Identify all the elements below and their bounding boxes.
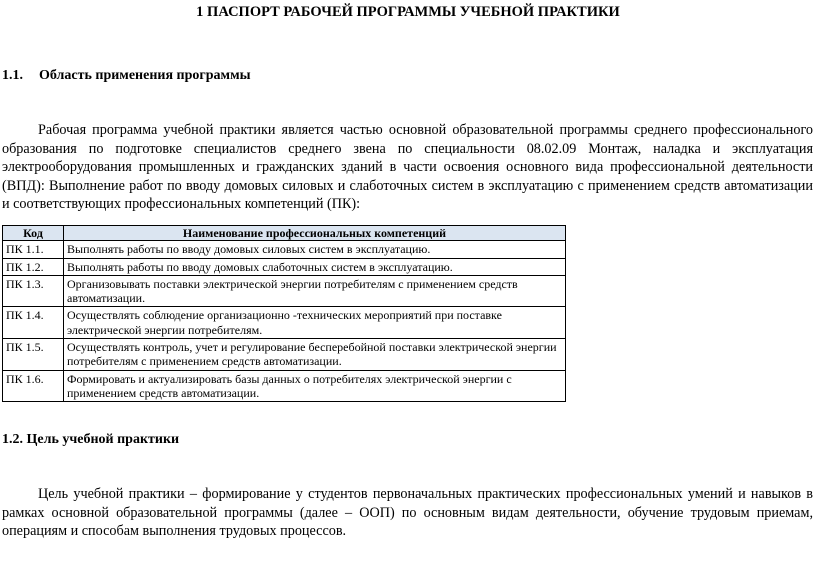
competency-code: ПК 1.5. — [3, 339, 64, 371]
scope-paragraph-text: Рабочая программа учебной практики является частью основной образовательной программы среднего профессионального образования по подготовке специалистов среднего звена по специальности 08.02.09 Монтаж, наладка и эксплуатация электрооборудования промышленных и гражданских зданий в части освоения основного вида профессиональной деятельности (ВПД): Выполнение работ по вводу домовых силовых и слаботочных систем в эксплуатацию с применением средств автоматизации и соответствующих профессиональных компетенций (ПК): — [2, 122, 813, 212]
table-row — [3, 307, 566, 339]
competencies-table — [2, 225, 566, 402]
section-heading-goal: 1.2. Цель учебной практики — [2, 432, 180, 447]
competency-name: Осуществлять контроль, учет и регулирование бесперебойной поставки электрической энергии потребителям с применением средств автоматизации. — [64, 339, 566, 371]
competency-name: Выполнять работы по вводу домовых силовых систем в эксплуатацию. — [64, 241, 566, 258]
section-number: 1.1. — [2, 68, 23, 83]
section-heading-scope — [2, 68, 251, 84]
header-code: Код — [3, 226, 64, 241]
competency-name: Выполнять работы по вводу домовых слаботочных систем в эксплуатацию. — [64, 258, 566, 275]
competency-name: Осуществлять соблюдение организационно -технических мероприятий при поставке электрической энергии потребителям. — [64, 307, 566, 339]
goal-paragraph-text: Цель учебной практики – формирование у студентов первоначальных практических профессиональных умений и навыков в рамках основной образовательной программы (далее – ООП) по основным видам деятельности, обучение трудовым приемам, операциям и способам выполнения трудовых процессов. — [2, 486, 813, 539]
competency-code: ПК 1.3. — [3, 275, 64, 307]
table-header-row — [3, 226, 566, 241]
table-row — [3, 241, 566, 258]
table-row — [3, 275, 566, 307]
competency-name: Формировать и актуализировать базы данных о потребителях электрической энергии с применением средств автоматизации. — [64, 370, 566, 402]
header-name: Наименование профессиональных компетенций — [64, 226, 566, 241]
competency-code: ПК 1.6. — [3, 370, 64, 402]
scope-paragraph — [2, 121, 813, 214]
table-row — [3, 339, 566, 371]
competency-name: Организовывать поставки электрической энергии потребителям с применением средств автоматизации. — [64, 275, 566, 307]
section-title: Область применения программы — [39, 68, 251, 83]
table-row — [3, 258, 566, 275]
competency-code: ПК 1.1. — [3, 241, 64, 258]
document-title: 1 ПАСПОРТ РАБОЧЕЙ ПРОГРАММЫ УЧЕБНОЙ ПРАКТИКИ — [196, 4, 620, 20]
goal-paragraph — [2, 485, 813, 541]
competency-code: ПК 1.4. — [3, 307, 64, 339]
competency-code: ПК 1.2. — [3, 258, 64, 275]
table-row — [3, 370, 566, 402]
